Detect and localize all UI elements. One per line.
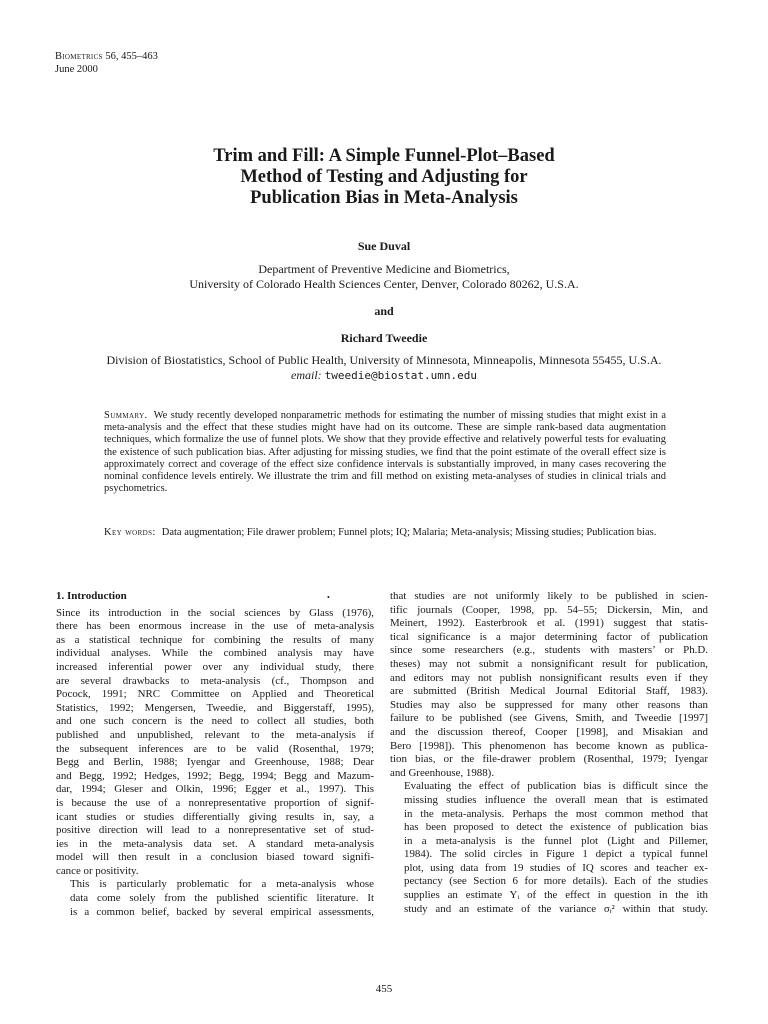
text-line: as a statistical technique for combining the results of many	[56, 633, 374, 646]
text-line: since some researchers (e.g., students with masters’ or Ph.D.	[390, 644, 708, 657]
text-line: are submitted (British Medical Journal Editorial Staff, 1983).	[390, 685, 708, 698]
author-name: Sue Duval	[357, 239, 411, 253]
author-affiliation: Division of Biostatistics, School of Public Health, University of Minnesota, Minneapolis, Minnesota 55455, U.S.A.	[106, 353, 662, 367]
affiliation-line: Department of Preventive Medicine and Biometrics,	[258, 262, 510, 276]
text-line: that studies are not uniformly likely to be published in scien-	[390, 590, 708, 602]
text-line: theses) may not submit a nonsignificant result for publication,	[390, 657, 708, 670]
right-column	[390, 590, 708, 916]
email-address: tweedie@biostat.umn.edu	[324, 369, 477, 382]
and-separator: and	[374, 304, 394, 318]
paragraph	[390, 780, 708, 916]
stray-mark: •	[327, 593, 330, 602]
text-line: Since its introduction in the social sciences by Glass (1976),	[56, 606, 374, 619]
author-name: Richard Tweedie	[340, 331, 428, 345]
title-line: Method of Testing and Adjusting for	[240, 167, 528, 187]
left-column	[56, 590, 374, 919]
title-line: Publication Bias in Meta-Analysis	[250, 188, 518, 208]
text-line: the subsequent inferences are to be valid (Rosenthal, 1979;	[56, 742, 374, 755]
summary-text: We study recently developed nonparametric methods for estimating the number of missing studies that might exist in a meta-analysis and the effect that these studies might have had on its outcome. These are simple rank-based data augmentation techniques, which formalize the use of funnel plots. We show that they provide effective and relatively powerful tests for evaluating the existence of such publication bias. After adjusting for missing studies, we find that the point estimate of the overall effect size is approximately correct and coverage of the effect size confidence intervals is substantially improved, in many cases recovering the nominal confidence levels entirely. We illustrate the trim and fill method on existing meta-analyses of studies in clinical trials and psychometrics.	[104, 410, 666, 495]
text-line: dar, 1994; Gleser and Olkin, 1996; Egger et al., 1997). This	[56, 783, 374, 796]
text-line: positive direction will lead to a nonrepresentative set of stud-	[56, 824, 374, 837]
text-line: individual analyses. While the combined analysis may have	[56, 647, 374, 660]
summary-label: Summary.	[104, 410, 148, 421]
text-line: cance or positivity.	[56, 864, 139, 877]
text-line: model will then result in a conclusion biased toward signifi-	[56, 851, 374, 864]
title-block	[0, 146, 768, 383]
text-line: there has been enormous increase in the use of meta-analysis	[56, 620, 374, 633]
text-line: plot, using data from 19 studies of IQ scores and teacher ex-	[404, 861, 708, 874]
text-line: pectancy (see Section 6 for more details). Each of the studies	[404, 875, 708, 888]
text-line: Begg and Berlin, 1988; Iyengar and Greenhouse, 1988; Dear	[56, 756, 374, 769]
author-affiliation	[0, 262, 768, 292]
text-line: study and an estimate of the variance σᵢ² within that study.	[404, 902, 708, 915]
text-line: ies in the meta-analysis data set. A standard meta-analysis	[56, 837, 374, 850]
text-line: and Begg, 1992; Hedges, 1992; Begg, 1994; Begg and Mazum-	[56, 769, 374, 782]
text-line: and one such concern is the need to collect all studies, both	[56, 715, 374, 728]
text-line: Meinert, 1992). Easterbrook et al. (1991) suggest that statis-	[390, 617, 708, 630]
key-words	[104, 527, 666, 539]
text-line: data come solely from the published scientific literature. It	[70, 892, 374, 905]
email-label: email:	[291, 368, 322, 382]
text-line: published and unpublished, relevant to the meta-analysis if	[56, 728, 374, 741]
text-line: is a common belief, backed by several empirical assessments,	[70, 905, 374, 918]
text-line: are several drawbacks to meta-analysis (cf., Thompson and	[56, 674, 374, 687]
text-line: supplies an estimate Yᵢ of the effect in question in the ith	[404, 889, 708, 902]
text-line: Pocock, 1991; NRC Committee on Applied and Theoretical	[56, 688, 374, 701]
text-line: in the meta-analysis. Perhaps the most common method that	[404, 807, 708, 820]
text-line: This is particularly problematic for a meta-analysis whose	[70, 878, 374, 891]
text-line: and editors may not publish nonsignificant results even if they	[390, 671, 708, 684]
journal-name: Biometrics	[55, 51, 103, 62]
summary-abstract	[104, 410, 666, 495]
text-line: and Greenhouse, 1988).	[390, 766, 495, 779]
author-email	[0, 368, 768, 383]
paragraph	[56, 607, 374, 879]
text-line: tific journals (Cooper, 1998, pp. 54–55; Dickersin, Min, and	[390, 603, 708, 616]
key-words-label: Key words:	[104, 527, 156, 538]
text-line: 1984). The solid circles in Figure 1 depict a typical funnel	[404, 848, 708, 861]
text-line: tion bias, or the file-drawer problem (Rosenthal, 1979; Iyengar	[390, 753, 708, 766]
text-line: has been proposed to detect the existence of publication bias	[404, 821, 708, 834]
title-line: Trim and Fill: A Simple Funnel-Plot–Based	[213, 146, 555, 166]
journal-volume-pages: 56, 455–463	[105, 51, 158, 62]
text-line: and the discussion thereof, Cooper [1998], and Misakian and	[390, 725, 708, 738]
text-line: increased inferential power over any individual study, there	[56, 660, 374, 673]
text-line: failure to be published (see Givens, Smith, and Tweedie [1997]	[390, 712, 708, 725]
text-line: tical significance is a major determining factor of publication	[390, 630, 708, 643]
journal-header	[55, 50, 158, 76]
text-line: in a meta-analysis is the funnel plot (Light and Pillemer,	[404, 834, 708, 847]
text-line: Evaluating the effect of publication bias is difficult since the	[404, 780, 708, 793]
key-words-text: Data augmentation; File drawer problem; Funnel plots; IQ; Malaria; Meta-analysis; Missing studies; Publication bias.	[161, 527, 657, 538]
text-line: icant studies or studies differentially giving results in, say, a	[56, 810, 374, 823]
paragraph	[390, 590, 708, 780]
journal-date: June 2000	[55, 64, 98, 75]
text-line: missing studies influence the overall mean that is estimated	[404, 793, 708, 806]
affiliation-line: University of Colorado Health Sciences Center, Denver, Colorado 80262, U.S.A.	[189, 277, 579, 291]
section-heading: 1. Introduction	[56, 590, 127, 602]
paper-title	[0, 146, 768, 209]
text-line: Bero [1998]). This phenomenon has become known as publica-	[390, 739, 708, 752]
paragraph	[56, 878, 374, 919]
text-line: Studies may also be suppressed for many other reasons than	[390, 698, 708, 711]
text-line: is because the use of a nonrepresentative proportion of signif-	[56, 796, 374, 809]
text-line: Statistics, 1992; Mengersen, Tweedie, and Biggerstaff, 1995),	[56, 701, 374, 714]
page-number: 455	[375, 983, 393, 995]
